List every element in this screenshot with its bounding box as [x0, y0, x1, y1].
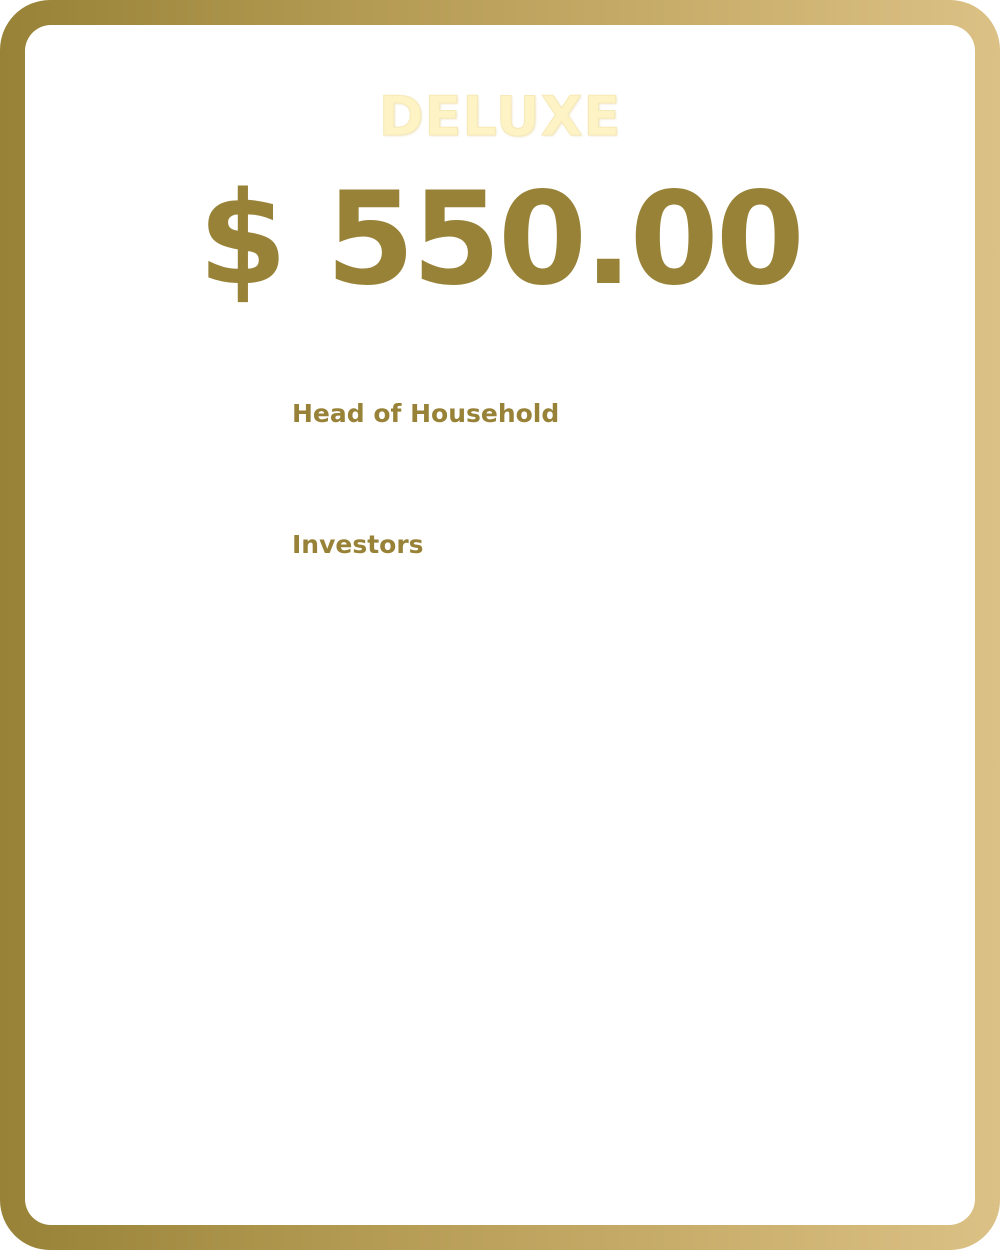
pricing-card [25, 25, 975, 1225]
plan-price: $ 550.00 [198, 165, 802, 314]
plan-tier-name: DELUXE [378, 85, 622, 148]
feature-item-investors: Investors [292, 530, 424, 559]
feature-item-head-of-household: Head of Household [292, 399, 560, 428]
